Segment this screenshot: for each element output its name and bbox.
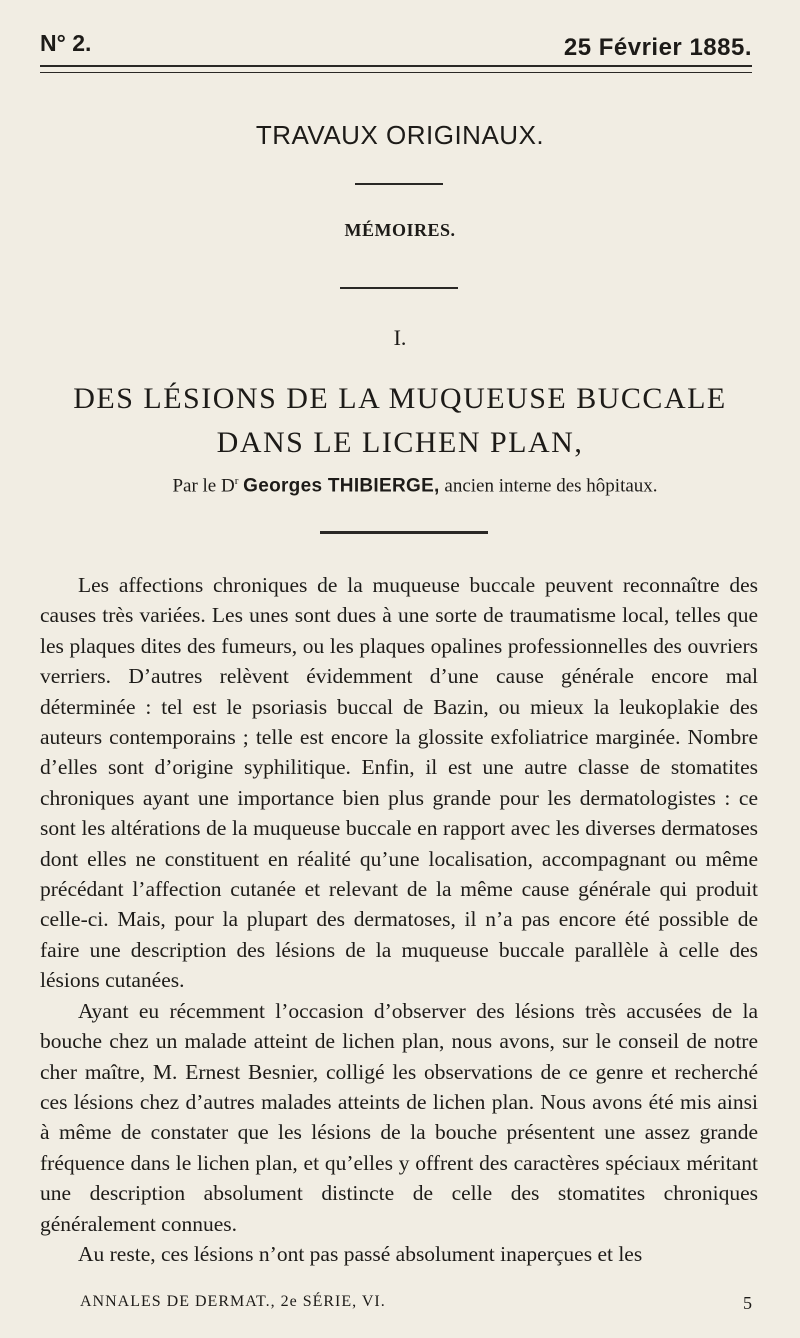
divider-rule [320,531,488,534]
divider-rule [355,183,443,185]
byline-sup: r [234,475,239,487]
article-title-line-1: DES LÉSIONS DE LA MUQUEUSE BUCCALE [73,382,727,415]
article-title-line-2: DANS LE LICHEN PLAN, [216,426,584,459]
page-header [40,30,752,64]
section-title: TRAVAUX ORIGINAUX. [255,120,545,150]
byline-suffix: ancien interne des hôpitaux. [444,475,658,497]
page-footer [80,1293,752,1313]
paragraph: Ayant eu récemment l’occasion d’observer des lésions très accusées de la bouche chez un malade atteint de lichen plan, nous avons, sur le conseil de notre cher maître, M. Ernest Besnier, colligé les observations de ce genre et recherché ces lésions chez d’autres malades atteints de lichen plan. Nous avons été mis ainsi à même de constater que les lésions de la bouche présentent une assez grande fréquence dans le lichen plan, et qu’elles y offrent des caractères spéciaux méritant une description absolument distincte de celle des stomatites chroniques généralement connues. [40,998,758,1236]
issue-number: N° 2. [40,30,92,56]
chapter-number: I. [393,325,407,350]
byline-prefix: Par le D [172,475,235,497]
page-number: 5 [743,1293,752,1313]
byline-author: Georges THIBIERGE, [243,475,440,497]
divider-rule [340,287,458,289]
paragraph: Les affections chroniques de la muqueuse buccale peuvent reconnaître des causes très variées. Les unes sont dues à une sorte de traumatisme local, telles que les plaques dites des fumeurs, ou les plaques opalines professionnelles des ouvriers verriers. D’autres relèvent évidemment d’une cause générale encore mal déterminée : tel est le psoriasis buccal de Bazin, ou mieux la leukoplakie des auteurs contemporains ; telle est encore la glossite exfoliatrice marginée. Nombre d’elles sont d’origine syphilitique. Enfin, il est une autre classe de stomatites chroniques ayant une importance bien plus grande pour les dermatologistes : ce sont les altérations de la muqueuse buccale en rapport avec les diverses dermatoses dont elles ne constituent en réalité qu’une localisation, accompagnant ou même précédant l’affection cutanée et relevant de la même cause générale qui produit celle-ci. Mais, pour la plupart des dermatoses, il n’a pas encore été possible de faire une description des lésions de la muqueuse buccale parallèle à celle des lésions cutanées. [40,573,758,993]
header-rule [40,65,752,73]
article-body [40,570,758,1269]
issue-date: 25 Février 1885. [563,34,752,61]
paragraph: Au reste, ces lésions n’ont pas passé absolument inaperçues et les [78,1241,643,1266]
journal-signature: ANNALES DE DERMAT., 2e SÉRIE, VI. [80,1293,386,1310]
subsection-title: MÉMOIRES. [344,220,456,240]
byline [70,475,760,497]
